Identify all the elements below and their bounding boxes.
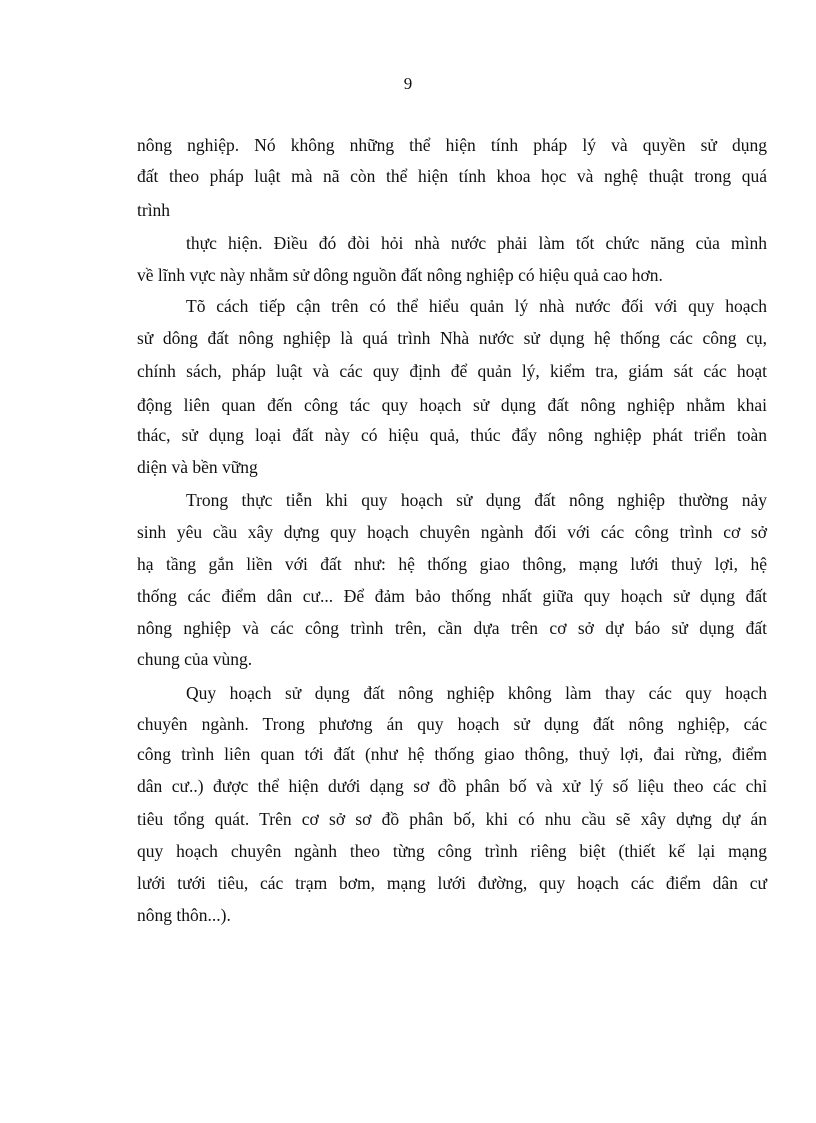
text-line: thống các điểm dân cư... Để đảm bảo thống nhất giữa quy hoạch sử dụng đất (137, 586, 767, 606)
text-line: trình (137, 200, 171, 220)
text-line: đất theo pháp luật mà nã còn thể hiện tính khoa học và nghệ thuật trong quá (137, 166, 767, 186)
text-line: Quy hoạch sử dụng đất nông nghiệp không làm thay các quy hoạch (186, 683, 767, 703)
text-line: lưới tưới tiêu, các trạm bơm, mạng lưới đường, quy hoạch các điểm dân cư (137, 873, 767, 893)
text-line: chuyên ngành. Trong phương án quy hoạch sử dụng đất nông nghiệp, các (137, 714, 767, 734)
page-number: 9 (403, 74, 413, 93)
text-line: nông nghiệp. Nó không những thể hiện tính pháp lý và quyền sử dụng (137, 135, 767, 155)
text-line: về lĩnh vực này nhằm sử dông nguồn đất nông nghiệp có hiệu quả cao hơn. (137, 265, 663, 285)
text-line: nông nghiệp và các công trình trên, cần dựa trên cơ sở dự báo sử dụng đất (137, 618, 767, 638)
text-line: sử dông đất nông nghiệp là quá trình Nhà nước sử dụng hệ thống các công cụ, (137, 328, 767, 348)
text-line: tiêu tổng quát. Trên cơ sở sơ đồ phân bố, khi có nhu cầu sẽ xây dựng dự án (137, 809, 767, 829)
text-line: quy hoạch chuyên ngành theo từng công trình riêng biệt (thiết kế lại mạng (137, 841, 767, 861)
text-line: thực hiện. Điều đó đòi hỏi nhà nước phải làm tốt chức năng của mình (186, 233, 767, 253)
text-line: sinh yêu cầu xây dựng quy hoạch chuyên ngành đối với các công trình cơ sở (137, 522, 767, 542)
text-line: Tõ cách tiếp cận trên có thể hiểu quản lý nhà nước đối với quy hoạch (186, 296, 767, 316)
text-line: diện và bền vững (137, 457, 258, 477)
text-line: hạ tầng gắn liền với đất như: hệ thống giao thông, mạng lưới thuỷ lợi, hệ (137, 554, 767, 574)
text-line: động liên quan đến công tác quy hoạch sử dụng đất nông nghiệp nhằm khai (137, 395, 767, 415)
text-line: thác, sử dụng loại đất này có hiệu quả, thúc đẩy nông nghiệp phát triển toàn (137, 425, 767, 445)
text-line: chung của vùng. (137, 649, 253, 669)
text-line: công trình liên quan tới đất (như hệ thống giao thông, thuỷ lợi, đai rừng, điểm (137, 744, 767, 764)
text-line: nông thôn...). (137, 905, 231, 925)
text-line: dân cư..) được thể hiện dưới dạng sơ đồ phân bố và xử lý số liệu theo các chỉ (137, 776, 767, 796)
text-line: chính sách, pháp luật và các quy định để quản lý, kiểm tra, giám sát các hoạt (137, 361, 767, 381)
text-line: Trong thực tiễn khi quy hoạch sử dụng đất nông nghiệp thường nảy (186, 490, 767, 510)
